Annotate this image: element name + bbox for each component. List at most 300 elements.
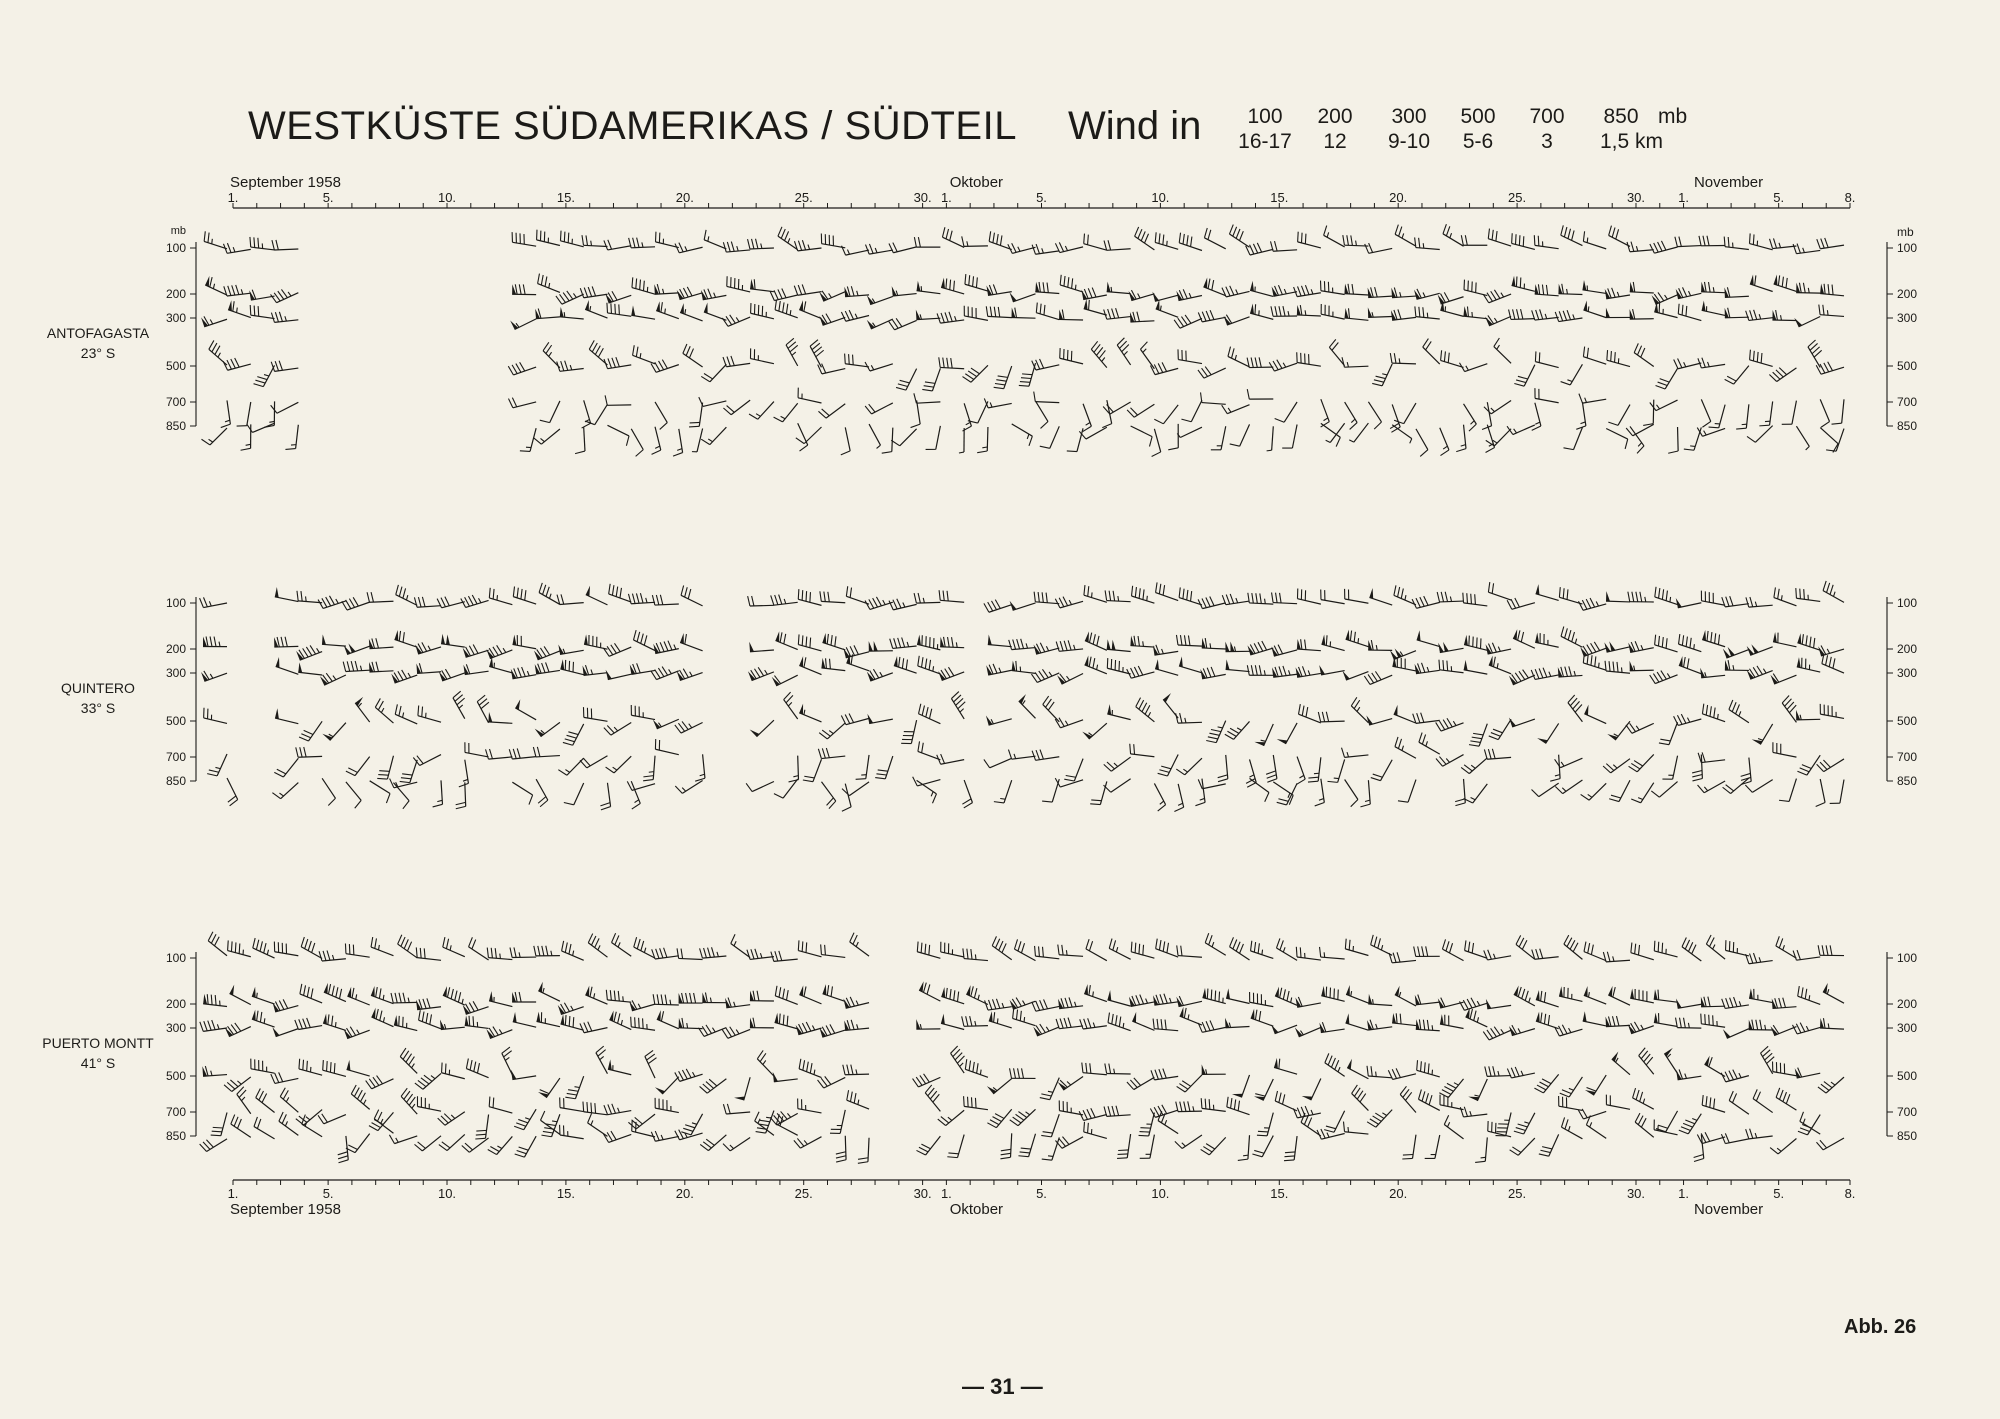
barb-shaft — [1702, 640, 1725, 647]
barb-full — [1143, 589, 1144, 599]
barb-full — [1215, 991, 1216, 1001]
wind-barb — [391, 670, 417, 683]
barb-full — [665, 995, 667, 1005]
barb-full — [201, 439, 209, 445]
barb-full — [322, 1114, 328, 1122]
wind-barb — [489, 657, 512, 673]
wind-barb — [207, 754, 227, 776]
barb-full — [939, 590, 940, 600]
wind-barb — [556, 291, 584, 304]
barb-full — [1163, 235, 1164, 245]
barb-half — [674, 645, 676, 650]
barb-full — [1817, 239, 1820, 249]
barb-full — [1000, 1157, 1010, 1158]
barb-full — [312, 943, 315, 953]
barb-full — [1315, 803, 1325, 806]
wind-barb — [723, 356, 750, 367]
wind-barb — [561, 1014, 584, 1030]
barb-full — [472, 940, 476, 949]
barb-full — [988, 602, 993, 611]
barb-full — [1278, 285, 1282, 294]
wind-barb — [634, 630, 656, 650]
barb-half — [383, 995, 384, 1000]
barb-full — [1475, 594, 1476, 604]
barb-half — [781, 416, 786, 418]
barb-half — [437, 800, 442, 801]
barb-full — [567, 735, 577, 738]
barb-full — [796, 438, 804, 444]
barb-full — [685, 634, 687, 644]
barb-full — [1637, 446, 1644, 453]
wind-barb — [469, 937, 489, 960]
barb-full — [1534, 235, 1535, 245]
wind-barb — [1461, 758, 1487, 774]
barb-shaft — [1155, 669, 1178, 676]
barb-full — [347, 661, 350, 671]
barb-full — [995, 1114, 1004, 1119]
barb-full — [962, 377, 970, 383]
barb-half — [549, 283, 550, 288]
wind-barb — [557, 361, 584, 372]
wind-barb — [1324, 226, 1345, 247]
barb-half — [462, 999, 463, 1004]
barb-half — [306, 596, 307, 601]
barb-shaft — [1630, 292, 1654, 293]
wind-barb — [1436, 718, 1464, 731]
wind-barb — [510, 947, 536, 957]
barb-shaft — [277, 402, 298, 413]
barb-full — [802, 284, 805, 294]
wind-barb — [913, 1074, 941, 1087]
barb-half — [1575, 639, 1576, 644]
wind-barb — [1558, 666, 1583, 677]
wind-barb — [653, 641, 679, 654]
barb-full — [866, 245, 870, 255]
wind-barb — [865, 362, 893, 371]
wind-barb — [1438, 642, 1463, 653]
barb-full — [1062, 945, 1063, 955]
barb-full — [542, 663, 545, 673]
wind-barb — [1441, 350, 1464, 367]
barb-full — [466, 1059, 468, 1069]
wind-barb — [338, 1136, 349, 1163]
barb-shaft — [917, 291, 941, 294]
wind-barb — [1104, 779, 1131, 793]
barb-half — [519, 952, 520, 957]
barb-full — [965, 374, 973, 380]
barb-full — [1182, 1081, 1191, 1087]
wind-barb — [254, 1117, 275, 1139]
barb-full — [329, 596, 334, 605]
wind-barb — [1469, 724, 1487, 747]
barb-full — [628, 594, 631, 604]
wind-barb — [988, 635, 1012, 647]
wind-barb — [1158, 1111, 1178, 1134]
barb-half — [689, 724, 692, 728]
barb-full — [806, 591, 807, 601]
barb-full — [835, 636, 836, 646]
wind-barb — [655, 402, 667, 429]
barb-full — [941, 754, 945, 763]
wind-barb — [1820, 428, 1838, 453]
barb-half — [669, 669, 672, 673]
barb-full — [1001, 1149, 1011, 1150]
wind-barb — [208, 932, 227, 956]
wind-barb — [1155, 232, 1178, 249]
barb-full — [775, 986, 777, 996]
barb-full — [396, 585, 399, 595]
barb-half — [955, 316, 957, 321]
barb-full — [661, 994, 663, 1004]
tick-label: 5. — [1773, 1186, 1785, 1201]
wind-barb — [1561, 225, 1583, 245]
barb-half — [708, 439, 712, 442]
wind-barb — [819, 723, 845, 739]
barb-full — [1572, 231, 1575, 241]
barb-full — [1394, 585, 1396, 595]
barb-pennant — [1536, 584, 1540, 595]
barb-half — [288, 292, 291, 296]
barb-full — [687, 287, 692, 296]
wind-barb — [1247, 389, 1273, 399]
wind-barb — [1820, 704, 1844, 719]
wind-barb — [830, 1110, 845, 1133]
barb-full — [1009, 640, 1012, 650]
barb-full — [1093, 658, 1095, 668]
barb-pennant — [1345, 308, 1349, 318]
wind-barb — [1271, 645, 1297, 656]
wind-barb — [1535, 633, 1558, 648]
barb-full — [1360, 804, 1370, 807]
barb-half — [428, 646, 430, 650]
barb-half — [857, 291, 858, 296]
barb-pennant — [1084, 984, 1088, 995]
wind-barb — [1104, 308, 1131, 319]
tick-label: 5. — [1036, 190, 1047, 205]
barb-full — [215, 937, 220, 946]
barb-full — [1532, 426, 1541, 430]
barb-full — [395, 993, 397, 1003]
barb-half — [858, 1100, 859, 1105]
barb-pennant — [252, 987, 256, 998]
barb-full — [1109, 939, 1112, 949]
barb-full — [307, 1061, 308, 1071]
barb-full — [1786, 278, 1787, 288]
barb-pennant — [1606, 308, 1610, 318]
wind-barb — [917, 281, 941, 294]
barb-full — [1682, 305, 1683, 315]
barb-full — [1152, 452, 1161, 457]
barb-full — [802, 941, 803, 951]
barb-shaft — [395, 639, 418, 647]
barb-full — [1225, 734, 1234, 739]
barb-full — [683, 1128, 693, 1131]
wind-barb — [486, 1027, 512, 1039]
wind-barb — [201, 671, 227, 681]
barb-full — [851, 286, 854, 296]
barb-full — [653, 994, 655, 1004]
barb-full — [1178, 318, 1184, 326]
wind-barb — [463, 645, 489, 658]
tick-label: 20. — [1389, 1186, 1408, 1201]
wind-barb — [1224, 315, 1250, 325]
barb-half — [1423, 292, 1425, 297]
barb-full — [508, 399, 512, 408]
wind-barb — [1152, 429, 1161, 457]
barb-half — [665, 309, 666, 314]
barb-half — [1349, 440, 1354, 442]
wind-barb — [918, 741, 940, 759]
barb-full — [1543, 668, 1547, 677]
barb-full — [1042, 801, 1052, 802]
barb-full — [922, 389, 932, 390]
wind-barb — [1267, 426, 1274, 451]
barb-full — [1823, 581, 1826, 591]
barb-full — [1702, 421, 1710, 427]
barb-shaft — [512, 782, 532, 795]
wind-barb — [820, 591, 845, 602]
barb-full — [968, 1097, 969, 1107]
barb-full — [351, 1085, 356, 1094]
barb-full — [615, 935, 619, 944]
wind-barb — [1342, 357, 1368, 367]
barb-half — [1634, 666, 1635, 671]
barb-full — [704, 374, 713, 379]
barb-full — [470, 1060, 472, 1070]
barb-pennant — [1464, 660, 1468, 671]
wind-barb — [1725, 308, 1749, 318]
wind-barb — [1668, 427, 1678, 453]
barb-full — [1279, 306, 1281, 316]
barb-full — [659, 361, 664, 370]
barb-full — [1374, 422, 1381, 429]
tick-label: 30. — [913, 1186, 932, 1201]
barb-half — [690, 672, 693, 676]
barb-full — [517, 1151, 527, 1154]
wind-barb — [415, 1073, 441, 1089]
barb-full — [836, 1156, 846, 1158]
wind-barb — [1117, 338, 1130, 365]
barb-full — [529, 795, 533, 805]
barb-full — [964, 803, 973, 808]
barb-full — [474, 1062, 476, 1072]
barb-full — [1616, 229, 1619, 239]
barb-half — [573, 951, 574, 956]
barb-full — [1159, 770, 1169, 773]
wind-barb — [1578, 598, 1606, 610]
barb-full — [850, 588, 851, 598]
barb-full — [1445, 592, 1447, 602]
barb-shaft — [655, 402, 667, 423]
wind-barb — [1368, 307, 1392, 317]
barb-full — [1564, 227, 1567, 237]
barb-full — [918, 593, 920, 603]
barb-full — [221, 424, 231, 427]
barb-full — [1247, 782, 1256, 787]
barb-shaft — [275, 597, 299, 602]
barb-full — [1040, 359, 1044, 368]
barb-shaft — [1050, 426, 1060, 448]
tick-label: 10. — [1151, 1186, 1170, 1201]
wind-barb — [939, 357, 964, 368]
barb-full — [869, 599, 874, 608]
barb-full — [591, 936, 595, 945]
barb-full — [1629, 766, 1638, 771]
barb-half — [1327, 232, 1329, 237]
barb-shaft — [229, 1027, 251, 1037]
barb-pennant — [584, 634, 588, 645]
barb-full — [1042, 669, 1048, 677]
barb-shaft — [1330, 423, 1344, 442]
barb-full — [1736, 428, 1746, 429]
barb-half — [1357, 707, 1360, 711]
barb-full — [1422, 735, 1425, 745]
wind-barb — [1153, 1019, 1178, 1031]
wind-barb — [1034, 592, 1059, 604]
barb-full — [1136, 995, 1140, 1004]
barb-shaft — [585, 995, 607, 1004]
barb-full — [514, 947, 516, 957]
tick-label: 10. — [1151, 190, 1170, 205]
wind-barb — [488, 712, 512, 723]
barb-full — [375, 938, 377, 948]
wind-barb — [1321, 423, 1340, 446]
barb-full — [1043, 1132, 1053, 1133]
barb-shaft — [1464, 670, 1488, 674]
wind-barb — [1179, 656, 1202, 672]
wind-barb — [911, 400, 921, 427]
wind-barb — [1630, 661, 1654, 671]
barb-full — [212, 343, 217, 352]
barb-full — [1654, 243, 1659, 252]
barb-full — [473, 1016, 474, 1026]
barb-full — [281, 637, 283, 647]
barb-half — [1236, 290, 1238, 295]
barb-full — [237, 1119, 241, 1128]
barb-full — [1181, 946, 1182, 956]
barb-shaft — [574, 783, 584, 805]
barb-half — [217, 1024, 219, 1029]
barb-full — [806, 637, 807, 647]
barb-full — [1092, 288, 1096, 297]
barb-full — [1119, 1017, 1120, 1027]
barb-half — [540, 438, 544, 441]
barb-full — [694, 993, 696, 1003]
wind-barb — [774, 403, 798, 422]
barb-full — [1130, 744, 1131, 754]
barb-full — [1636, 592, 1638, 602]
barb-full — [722, 1030, 728, 1039]
barb-full — [1650, 244, 1655, 253]
barb-full — [700, 948, 703, 958]
barb-full — [1515, 598, 1520, 607]
barb-full — [493, 1098, 494, 1108]
barb-full — [367, 592, 369, 602]
barb-shaft — [1059, 1006, 1083, 1009]
wind-barb — [656, 301, 679, 318]
barb-full — [830, 1024, 835, 1033]
wind-barb — [580, 286, 607, 297]
wind-barb — [749, 642, 774, 652]
barb-pennant — [1203, 277, 1207, 288]
wind-barb — [1198, 310, 1225, 322]
wind-barb — [463, 664, 488, 674]
barb-full — [1032, 1002, 1036, 1011]
barb-full — [1372, 673, 1378, 681]
barb-full — [1181, 419, 1191, 422]
barb-full — [1204, 228, 1207, 238]
barb-full — [757, 991, 759, 1001]
wind-barb — [940, 637, 964, 648]
wind-barb — [629, 1000, 655, 1010]
barb-half — [1450, 597, 1451, 602]
wind-barb — [1415, 663, 1440, 674]
wind-barb — [414, 597, 441, 607]
barb-full — [990, 1120, 999, 1125]
barb-full — [611, 1131, 616, 1140]
wind-barb — [1176, 289, 1202, 300]
wind-barb — [1079, 1108, 1107, 1120]
barb-shaft — [247, 402, 251, 426]
wind-barb — [604, 357, 631, 368]
wind-barb — [512, 992, 536, 1002]
wind-barb — [1084, 984, 1107, 1001]
barb-shaft — [1606, 601, 1630, 602]
barb-full — [211, 1135, 221, 1136]
wind-barb — [632, 277, 655, 294]
barb-half — [1048, 1156, 1053, 1157]
barb-full — [1143, 945, 1144, 955]
wind-barb — [1067, 428, 1083, 451]
barb-full — [374, 1110, 378, 1119]
barb-full — [1759, 425, 1769, 426]
barb-full — [612, 933, 616, 942]
barb-half — [444, 1024, 445, 1029]
barb-full — [932, 794, 936, 803]
barb-half — [638, 1004, 640, 1009]
barb-full — [1164, 994, 1167, 1004]
wind-barb — [1722, 596, 1749, 607]
wind-barb — [223, 358, 251, 370]
tick-label: 1. — [1678, 190, 1689, 205]
barb-full — [1824, 363, 1829, 372]
wind-barb — [466, 1059, 488, 1078]
barb-full — [214, 637, 216, 647]
barb-full — [911, 424, 921, 427]
barb-half — [1018, 247, 1020, 252]
wind-barb — [1085, 656, 1107, 674]
barb-shaft — [1284, 402, 1297, 422]
barb-full — [445, 597, 449, 606]
barb-full — [1205, 638, 1207, 648]
barb-full — [924, 1074, 930, 1082]
barb-full — [1829, 657, 1831, 667]
barb-full — [1255, 665, 1257, 675]
wind-barb — [1494, 338, 1511, 363]
barb-full — [1565, 628, 1568, 638]
barb-full — [1677, 715, 1682, 724]
wind-barb — [841, 427, 850, 454]
barb-half — [618, 942, 620, 947]
barb-full — [779, 301, 780, 311]
barb-full — [946, 229, 948, 239]
barb-full — [1443, 224, 1446, 234]
barb-full — [701, 439, 710, 444]
wind-barb — [489, 991, 512, 1006]
barb-half — [1514, 429, 1517, 433]
wind-barb — [962, 403, 971, 431]
barb-half — [734, 1002, 736, 1007]
